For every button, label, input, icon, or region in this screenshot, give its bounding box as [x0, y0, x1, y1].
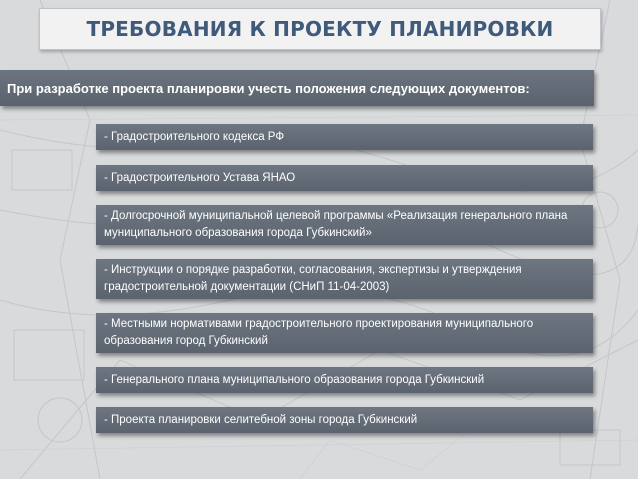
page-title: ТРЕБОВАНИЯ К ПРОЕКТУ ПЛАНИРОВКИ — [86, 17, 554, 41]
list-item-snip-instruction — [96, 259, 593, 299]
list-item-text: - Генерального плана муниципального образования города Губкинский — [104, 373, 485, 386]
title-box — [39, 8, 601, 50]
list-item-text: - Проекта планировки селитебной зоны города Губкинский — [104, 413, 418, 426]
list-item-municipal-program — [96, 205, 593, 245]
list-item-text: - Долгосрочной муниципальной целевой программы «Реализация генерального плана муниципального образования города Губкинский» — [104, 210, 568, 239]
list-item-text: - Градостроительного Устава ЯНАО — [104, 171, 296, 184]
list-item-text: - Градостроительного кодекса РФ — [104, 130, 285, 143]
subtitle-bar — [0, 70, 594, 106]
list-item-text: - Инструкции о порядке разработки, согласования, экспертизы и утверждения градостроительной документации (СНиП 11-04-2003) — [104, 264, 522, 293]
list-item-local-norms — [96, 313, 593, 353]
list-item-town-planning-charter — [96, 165, 593, 191]
subtitle-text: При разработке проекта планировки учесть положения следующих документов: — [7, 80, 530, 96]
list-item-residential-zone-project — [96, 407, 593, 433]
list-item-general-plan — [96, 367, 593, 393]
list-item-text: - Местными нормативами градостроительного проектирования муниципального образования город Губкинский — [104, 318, 534, 347]
list-item-town-planning-code — [96, 124, 593, 150]
